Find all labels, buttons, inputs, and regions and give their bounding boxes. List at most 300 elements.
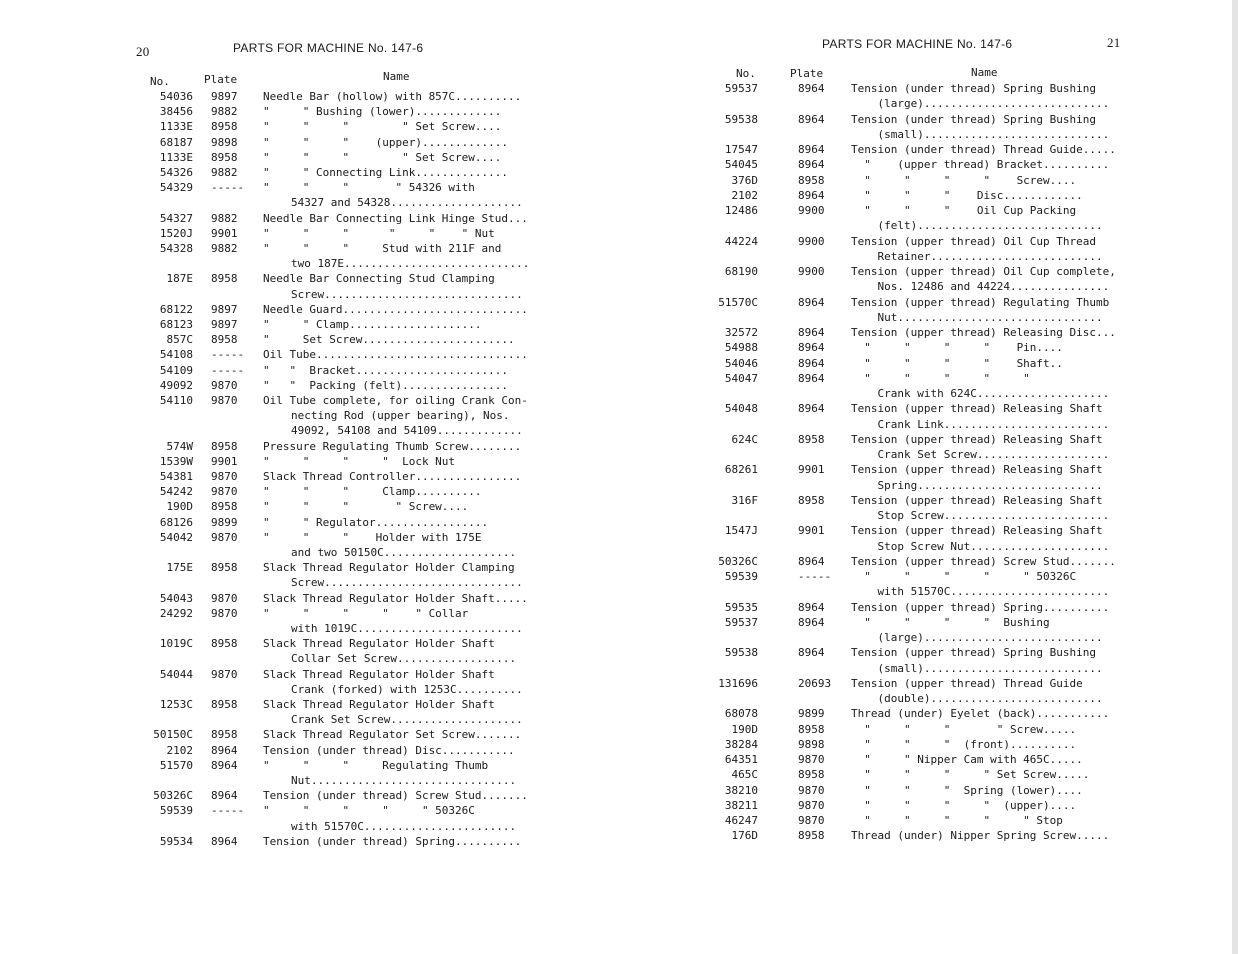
right-parts-row [0,279,1238,294]
part-number: 49092 [159,378,193,392]
part-name: Needle Bar (hollow) with 857C.......... [263,90,522,103]
part-name: Oil Tube................................ [263,348,528,362]
plate-number: 8964 [211,758,238,772]
part-name: Slack Thread Regulator Holder Shaft [263,637,495,651]
part-number: 54329 [159,181,193,195]
plate-number: ----- [211,804,245,818]
part-name: " " " Oil Cup Packing [851,204,1077,217]
page-edge-shadow [1232,0,1238,954]
right-parts-row [0,371,1238,386]
plate-number: 8964 [211,789,238,803]
right-parts-row [0,706,1238,721]
part-name: Crank Set Screw.................... [291,713,523,727]
plate-number: 8958 [211,120,238,134]
part-number: 38210 [724,783,758,797]
part-name: " " " " Screw.... [263,500,469,514]
part-number: 376D [731,173,758,187]
right-parts-row [0,783,1238,798]
part-number: 59537 [724,615,758,629]
part-name: two 187E............................ [291,257,530,271]
right-parts-row [0,218,1238,233]
part-name: " " " " " Stop [851,814,1063,827]
left-page-number: 20 [136,44,150,59]
part-name: (felt)............................ [851,219,1103,233]
part-name: Needle Guard............................ [263,302,528,316]
part-number: 54108 [159,348,193,362]
part-name: " Set Screw....................... [263,333,515,347]
part-name: Crank with 624C.................... [851,387,1110,400]
part-name: " " " " Pin.... [851,341,1063,355]
plate-number: 8964 [798,143,825,156]
part-name: " " Bushing (lower)............. [263,105,502,119]
plate-number: 9882 [211,105,238,119]
part-name: Crank Set Screw.................... [851,448,1110,461]
right-parts-row [0,234,1238,249]
plate-number: 8958 [798,722,825,736]
right-parts-row [0,584,1238,599]
right-parts-row [0,813,1238,828]
right-parts-row [0,386,1238,401]
right-parts-row [0,432,1238,447]
right-parts-row [0,691,1238,706]
part-name: Tension (under thread) Spring Bushing [851,82,1097,95]
right-parts-row [0,661,1238,676]
part-number: 54047 [724,371,758,385]
part-number: 68261 [724,463,758,477]
part-number: 68122 [159,302,193,316]
part-name: Crank Link......................... [851,417,1110,431]
plate-number: 9900 [798,265,825,278]
part-number: 54327 [159,211,193,225]
part-name: Oil Tube complete, for oiling Crank Con- [263,394,528,407]
part-number: 2102 [166,743,193,757]
part-number: 54988 [724,341,758,355]
right-parts-row [0,798,1238,813]
right-parts-row [0,325,1238,340]
right-parts-row [0,173,1238,188]
part-name: " " " " Lock Nut [263,454,456,468]
part-number: 54046 [724,356,758,370]
right-parts-row [0,539,1238,554]
plate-number: 8964 [211,743,238,757]
part-number: 32572 [724,326,758,339]
right-parts-row [0,295,1238,310]
plate-number: 8964 [798,82,825,95]
plate-number: 9901 [798,463,825,477]
right-parts-row [0,478,1238,493]
part-name: Tension (under thread) Spring.......... [263,834,522,848]
right-header-plate: Plate [790,67,824,80]
plate-number: 9901 [211,454,238,468]
plate-number: ----- [211,348,245,362]
part-name: " " " " " 50326C [263,804,475,818]
part-number: 54109 [159,363,193,377]
part-number: 1133E [159,150,193,164]
plate-number: 9897 [211,318,238,331]
part-name: " " " " Bushing [851,615,1050,629]
plate-number: 8964 [798,326,825,339]
part-name: " " Connecting Link.............. [263,166,509,179]
part-number: 59537 [724,82,758,95]
part-name: Tension (upper thread) Spring Bushing [851,646,1097,660]
right-parts-row [0,554,1238,569]
part-name: " " " " " " Nut [263,226,495,240]
part-number: 50326C [718,554,758,568]
part-name: Tension (under thread) Spring Bushing [851,112,1097,126]
part-name: Tension (upper thread) Releasing Shaft [851,463,1103,477]
part-number: 1019C [159,637,193,651]
part-name: Nos. 12486 and 44224............... [851,280,1110,294]
part-name: Tension (upper thread) Screw Stud....... [851,554,1116,568]
plate-number: 8964 [798,341,825,355]
part-name: Tension (upper thread) Regulating Thumb [851,295,1110,309]
part-number: 38211 [724,798,758,812]
right-parts-row [0,96,1238,111]
plate-number: 8964 [798,402,825,416]
plate-number: 9870 [211,667,238,681]
part-name: Tension (upper thread) Oil Cup complete, [851,265,1116,278]
part-number: 12486 [724,204,758,217]
right-parts-row [0,508,1238,523]
part-name: Nut............................... [851,310,1103,324]
part-number: 857C [166,333,193,347]
right-parts-row [0,828,1238,843]
right-page-number: 21 [1107,35,1121,50]
right-parts-row [0,722,1238,737]
part-name: Stop Screw......................... [851,509,1110,522]
right-header-no: No. [736,67,756,80]
part-number: 38456 [159,105,193,119]
part-number: 2102 [731,188,758,202]
right-parts-row [0,356,1238,371]
plate-number: 8964 [211,834,238,848]
right-parts-row [0,767,1238,782]
part-number: 68190 [724,265,758,278]
part-number: 190D [731,722,758,736]
part-name: " " Clamp.................... [263,318,482,331]
plate-number: 9870 [211,485,238,499]
right-header-name: Name [971,66,998,79]
plate-number: 9897 [211,302,238,316]
plate-number: 9897 [211,90,238,103]
part-name: " " " " Screw.... [851,173,1077,187]
part-name: " " " " Screw..... [851,722,1077,736]
right-parts-row [0,142,1238,157]
part-number: 1253C [159,698,193,711]
part-name: Tension (upper thread) Releasing Shaft [851,402,1103,416]
part-number: 131696 [718,676,758,690]
plate-number: 8958 [211,728,238,742]
part-name: Stop Screw Nut..................... [851,539,1110,553]
part-number: 59538 [724,646,758,660]
plate-number: 9870 [211,378,238,392]
part-number: 1539W [159,454,193,468]
plate-number: 8958 [798,432,825,446]
right-parts-row [0,81,1238,96]
part-name: with 51570C....................... [291,819,517,833]
part-number: 51570 [159,758,193,772]
plate-number: 8958 [211,637,238,651]
part-name: with 1019C......................... [291,622,523,635]
part-number: 54381 [159,470,193,483]
part-name: Thread (under) Eyelet (back)........... [851,707,1110,721]
plate-number: 9882 [211,242,238,255]
part-name: " " " " Set Screw..... [851,768,1090,782]
part-name: " " " " (upper).... [851,798,1077,812]
part-number: 574W [166,439,193,453]
part-number: 175E [166,561,193,575]
part-name: 54327 and 54328.................... [291,196,523,210]
part-number: 54044 [159,667,193,681]
part-name: Tension (upper thread) Thread Guide [851,676,1083,690]
part-name: " " " " " Collar [263,606,469,620]
right-parts-row [0,462,1238,477]
part-name: " " " (upper)............. [263,135,509,149]
part-number: 176D [731,829,758,843]
part-number: 68123 [159,318,193,331]
left-header-plate: Plate [204,73,238,86]
part-number: 1133E [159,120,193,134]
part-name: Crank (forked) with 1253C.......... [291,682,523,696]
part-name: " " " Spring (lower).... [851,783,1083,797]
plate-number: 8958 [211,500,238,514]
part-name: " " " " " 50326C [851,570,1077,583]
plate-number: 8964 [798,295,825,309]
plate-number: 9901 [798,524,825,538]
part-name: Nut............................... [291,774,517,787]
plate-number: 8964 [798,158,825,172]
part-name: Screw.............................. [291,576,523,590]
plate-number: 8964 [798,554,825,568]
plate-number: 20693 [798,676,832,690]
part-name: " " " Stud with 211F and [263,242,502,255]
part-name: Tension (upper thread) Releasing Disc... [851,326,1116,339]
part-number: 1520J [159,226,193,240]
part-name: Needle Bar Connecting Link Hinge Stud... [263,211,528,225]
plate-number: 8958 [211,698,238,711]
part-number: 17547 [724,143,758,156]
part-number: 59535 [724,600,758,614]
plate-number: 9870 [211,530,238,544]
part-number: 54042 [159,530,193,544]
part-number: 59534 [159,834,193,848]
plate-number: 9870 [798,753,825,766]
part-number: 50326C [153,789,193,803]
part-name: Tension (under thread) Disc........... [263,743,515,757]
part-name: " " " (front).......... [851,737,1077,751]
right-parts-row [0,340,1238,355]
right-parts-row [0,600,1238,615]
plate-number: 9900 [798,234,825,248]
part-number: 54043 [159,591,193,605]
part-number: 59538 [724,112,758,126]
plate-number: ----- [798,570,832,583]
part-name: Thread (under) Nipper Spring Screw..... [851,829,1110,843]
plate-number: 8964 [798,371,825,385]
part-name: Slack Thread Regulator Holder Shaft [263,667,495,681]
plate-number: 9870 [798,783,825,797]
part-name: Tension (under thread) Screw Stud....... [263,789,528,803]
right-parts-row [0,417,1238,432]
part-number: 190D [166,500,193,514]
right-parts-row [0,264,1238,279]
part-name: Tension (upper thread) Releasing Shaft [851,493,1103,507]
part-number: 59539 [159,804,193,818]
right-parts-row [0,188,1238,203]
part-number: 54048 [724,402,758,416]
part-name: Slack Thread Controller................ [263,470,522,483]
part-number: 54045 [724,158,758,172]
part-name: Tension (upper thread) Spring.......... [851,600,1110,614]
right-parts-row [0,493,1238,508]
plate-number: 8958 [798,173,825,187]
part-name: " " " Regulating Thumb [263,758,489,772]
plate-number: 8958 [211,561,238,575]
left-header-name: Name [383,70,410,83]
plate-number: 8958 [211,439,238,453]
part-name: Needle Bar Connecting Stud Clamping [263,272,495,286]
plate-number: 8958 [798,768,825,782]
right-parts-row [0,127,1238,142]
plate-number: 9870 [211,591,238,605]
plate-number: ----- [211,181,245,195]
part-name: Tension (upper thread) Releasing Shaft [851,524,1103,538]
part-name: (large)........................... [851,631,1103,644]
part-number: 64351 [724,753,758,766]
part-name: " " " " Set Screw.... [263,120,502,134]
plate-number: 8958 [211,333,238,347]
part-name: " " Packing (felt)................ [263,378,509,392]
right-parts-row [0,249,1238,264]
part-name: (small)........................... [851,661,1103,675]
left-page-title: PARTS FOR MACHINE No. 147-6 [233,41,424,55]
part-name: Slack Thread Regulator Holder Clamping [263,561,515,575]
plate-number: 9870 [211,606,238,620]
part-number: 68126 [159,515,193,529]
part-name: Slack Thread Regulator Holder Shaft..... [263,591,528,605]
part-name: with 51570C........................ [851,585,1110,599]
part-number: 50150C [153,728,193,742]
plate-number: ----- [211,363,245,377]
part-name: necting Rod (upper bearing), Nos. [291,409,510,423]
part-name: " (upper thread) Bracket.......... [851,158,1110,172]
part-number: 54326 [159,166,193,179]
part-name: " " Regulator................. [263,515,489,529]
right-page-title: PARTS FOR MACHINE No. 147-6 [822,37,1013,51]
part-name: Slack Thread Regulator Set Screw....... [263,728,522,742]
right-parts-row [0,752,1238,767]
part-number: 187E [166,272,193,286]
part-name: " " " " " [851,371,1030,385]
part-name: Tension (upper thread) Releasing Shaft [851,432,1103,446]
part-number: 316F [731,493,758,507]
right-parts-row [0,645,1238,660]
right-parts-row [0,523,1238,538]
part-name: " " " " Shaft.. [851,356,1063,370]
right-parts-row [0,615,1238,630]
part-name: " " " " 54326 with [263,181,475,195]
part-number: 68078 [724,707,758,721]
right-parts-row [0,569,1238,584]
part-name: (double).......................... [851,692,1103,705]
part-number: 54110 [159,394,193,407]
part-name: Spring............................ [851,478,1103,492]
plate-number: 8958 [211,272,238,286]
plate-number: 9901 [211,226,238,240]
plate-number: 9899 [211,515,238,529]
part-name: (large)............................ [851,97,1110,111]
part-name: " " " Disc............ [851,188,1083,202]
part-name: Pressure Regulating Thumb Screw........ [263,439,522,453]
part-name: Tension (upper thread) Oil Cup Thread [851,234,1097,248]
part-name: Retainer.......................... [851,249,1103,263]
part-number: 59539 [724,570,758,583]
right-parts-row [0,203,1238,218]
part-number: 24292 [159,606,193,620]
plate-number: 9870 [798,798,825,812]
part-name: " " " " Set Screw.... [263,150,502,164]
part-name: and two 50150C.................... [291,546,517,559]
right-parts-row [0,157,1238,172]
part-name: " " " Clamp.......... [263,485,482,499]
plate-number: 8964 [798,112,825,126]
plate-number: 8964 [798,615,825,629]
part-name: " " Bracket....................... [263,363,509,377]
part-name: Collar Set Screw.................. [291,652,517,666]
plate-number: 9882 [211,211,238,225]
right-parts-row [0,112,1238,127]
right-parts-row [0,447,1238,462]
part-number: 44224 [724,234,758,248]
plate-number: 8958 [798,829,825,843]
part-name: Tension (under thread) Thread Guide..... [851,143,1116,156]
part-number: 624C [731,432,758,446]
part-number: 54242 [159,485,193,499]
part-number: 465C [731,768,758,782]
part-number: 51570C [718,295,758,309]
part-number: 46247 [724,814,758,827]
plate-number: 8964 [798,356,825,370]
plate-number: 9900 [798,204,825,217]
plate-number: 8958 [211,150,238,164]
plate-number: 8958 [798,493,825,507]
right-parts-row [0,676,1238,691]
plate-number: 8964 [798,646,825,660]
plate-number: 9898 [798,737,825,751]
plate-number: 9870 [211,394,238,407]
part-name: " " Nipper Cam with 465C..... [851,753,1083,766]
plate-number: 8964 [798,600,825,614]
part-number: 38284 [724,737,758,751]
plate-number: 8964 [798,188,825,202]
part-number: 54036 [159,90,193,103]
part-name: Slack Thread Regulator Holder Shaft [263,698,495,711]
right-parts-row [0,737,1238,752]
part-number: 54328 [159,242,193,255]
plate-number: 9898 [211,135,238,149]
plate-number: 9870 [211,470,238,483]
right-parts-row [0,310,1238,325]
right-parts-row [0,401,1238,416]
part-number: 68187 [159,135,193,149]
part-name: Screw.............................. [291,287,523,301]
left-header-no: No. [150,75,170,88]
plate-number: 9899 [798,707,825,721]
plate-number: 9882 [211,166,238,179]
plate-number: 9870 [798,814,825,827]
part-name: " " " Holder with 175E [263,530,482,544]
right-parts-row [0,630,1238,645]
